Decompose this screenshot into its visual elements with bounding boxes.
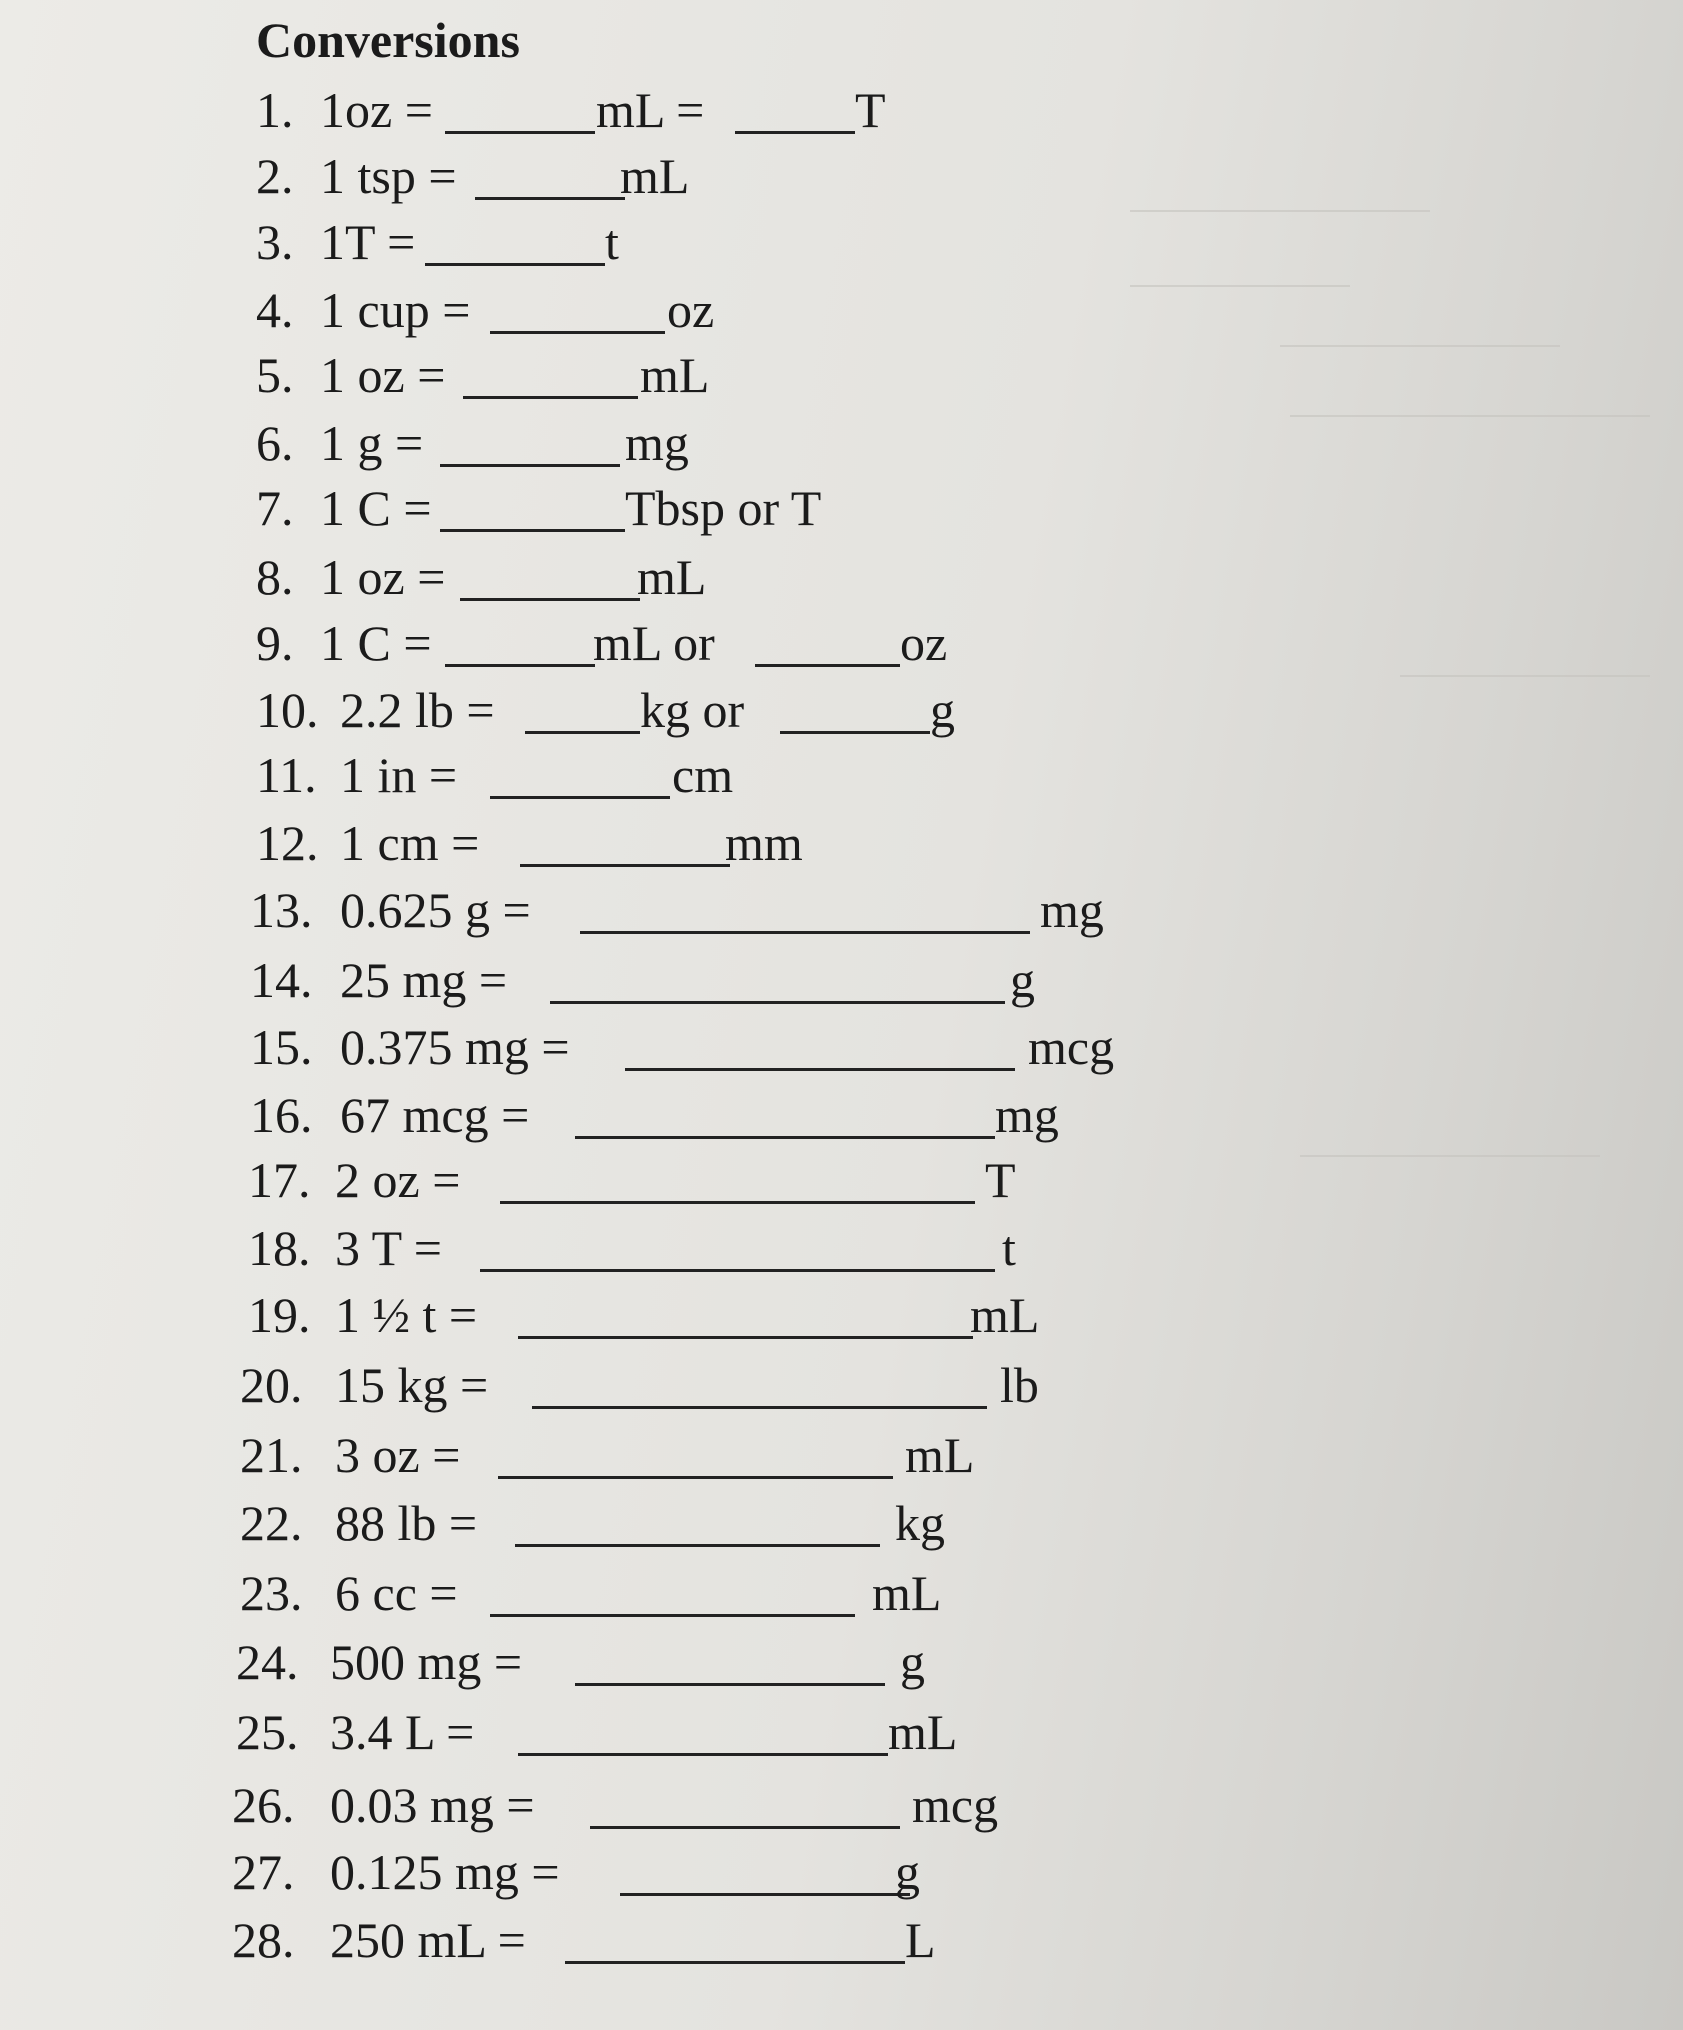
unit-label: mL [640, 347, 710, 403]
item-question: 0.03 mg = [330, 1777, 535, 1833]
unit-label: mg [995, 1087, 1059, 1143]
item-question: 67 mcg = [340, 1087, 530, 1143]
item-number: 23. [240, 1565, 303, 1621]
answer-blank[interactable] [532, 1406, 987, 1409]
item-number: 25. [236, 1704, 299, 1760]
item-number: 13. [250, 882, 313, 938]
unit-label: Tbsp or T [625, 480, 822, 536]
item-question: 3.4 L = [330, 1704, 475, 1760]
item-question: 500 mg = [330, 1634, 523, 1690]
conversion-item-25 [0, 1702, 1683, 1762]
item-question: 0.625 g = [340, 882, 531, 938]
answer-blank[interactable] [498, 1476, 893, 1479]
answer-blank[interactable] [490, 796, 670, 799]
conversion-item-13 [0, 880, 1683, 940]
unit-label: T [855, 82, 886, 138]
answer-blank[interactable] [445, 131, 595, 134]
conversion-item-5 [0, 345, 1683, 405]
answer-blank[interactable] [490, 331, 665, 334]
item-question: 250 mL = [330, 1912, 526, 1968]
unit-label: mL or [593, 615, 715, 671]
conversion-item-18 [0, 1218, 1683, 1278]
conversion-item-8 [0, 547, 1683, 607]
item-number: 8. [256, 549, 294, 605]
conversion-item-10 [0, 680, 1683, 740]
conversion-item-27 [0, 1842, 1683, 1902]
item-question: 2.2 lb = [340, 682, 495, 738]
answer-blank[interactable] [735, 131, 855, 134]
unit-label: g [1010, 952, 1035, 1008]
conversion-item-15 [0, 1017, 1683, 1077]
unit-label: mcg [1028, 1019, 1115, 1075]
unit-label: g [895, 1844, 920, 1900]
unit-label: L [905, 1912, 936, 1968]
conversion-item-24 [0, 1632, 1683, 1692]
unit-label: g [900, 1634, 925, 1690]
item-number: 27. [232, 1844, 295, 1900]
item-question: 1 C = [320, 480, 432, 536]
unit-label: mL = [596, 82, 705, 138]
item-question: 1 g = [320, 415, 424, 471]
unit-label: mL [905, 1427, 975, 1483]
unit-label: oz [900, 615, 948, 671]
conversion-item-2 [0, 146, 1683, 206]
item-question: 1 cm = [340, 815, 480, 871]
item-number: 7. [256, 480, 294, 536]
item-number: 21. [240, 1427, 303, 1483]
conversion-item-16 [0, 1085, 1683, 1145]
unit-label: g [930, 682, 955, 738]
answer-blank[interactable] [565, 1961, 905, 1964]
unit-label: lb [1000, 1357, 1039, 1413]
item-question: 1 tsp = [320, 148, 457, 204]
conversion-item-20 [0, 1355, 1683, 1415]
item-number: 28. [232, 1912, 295, 1968]
answer-blank[interactable] [440, 464, 620, 467]
unit-label: mg [1040, 882, 1104, 938]
item-question: 0.375 mg = [340, 1019, 570, 1075]
unit-label: mL [970, 1287, 1040, 1343]
conversion-item-19 [0, 1285, 1683, 1345]
item-number: 26. [232, 1777, 295, 1833]
conversion-item-14 [0, 950, 1683, 1010]
item-question: 1 oz = [320, 549, 446, 605]
conversion-item-9 [0, 613, 1683, 673]
unit-label: cm [672, 747, 734, 803]
item-number: 3. [256, 214, 294, 270]
answer-blank[interactable] [500, 1201, 975, 1204]
item-number: 4. [256, 282, 294, 338]
conversion-item-26 [0, 1775, 1683, 1835]
conversion-item-22 [0, 1493, 1683, 1553]
conversion-item-21 [0, 1425, 1683, 1485]
answer-blank[interactable] [525, 731, 640, 734]
item-number: 2. [256, 148, 294, 204]
answer-blank[interactable] [490, 1614, 855, 1617]
item-question: 1 ½ t = [335, 1287, 478, 1343]
answer-blank[interactable] [463, 396, 638, 399]
answer-blank[interactable] [580, 931, 1030, 934]
conversion-item-3 [0, 212, 1683, 272]
answer-blank[interactable] [620, 1893, 910, 1896]
item-question: 1 oz = [320, 347, 446, 403]
item-number: 20. [240, 1357, 303, 1413]
conversion-item-23 [0, 1563, 1683, 1623]
answer-blank[interactable] [460, 598, 640, 601]
item-number: 16. [250, 1087, 313, 1143]
answer-blank[interactable] [755, 664, 900, 667]
item-number: 18. [248, 1220, 311, 1276]
item-number: 12. [256, 815, 319, 871]
unit-label: mg [625, 415, 689, 471]
unit-label: mL [888, 1704, 958, 1760]
unit-label: kg or [640, 682, 745, 738]
answer-blank[interactable] [425, 263, 605, 266]
answer-blank[interactable] [445, 664, 595, 667]
unit-label: mL [620, 148, 690, 204]
item-number: 19. [248, 1287, 311, 1343]
unit-label: kg [895, 1495, 945, 1551]
answer-blank[interactable] [575, 1136, 995, 1139]
item-number: 10. [256, 682, 319, 738]
item-number: 11. [256, 747, 317, 803]
unit-label: t [1002, 1220, 1016, 1276]
conversion-item-12 [0, 813, 1683, 873]
conversion-item-17 [0, 1150, 1683, 1210]
worksheet-title: Conversions [256, 12, 520, 68]
item-question: 2 oz = [335, 1152, 461, 1208]
item-question: 0.125 mg = [330, 1844, 560, 1900]
unit-label: mL [872, 1565, 942, 1621]
unit-label: mm [725, 815, 803, 871]
item-number: 24. [236, 1634, 299, 1690]
unit-label: T [985, 1152, 1016, 1208]
item-number: 14. [250, 952, 313, 1008]
answer-blank[interactable] [518, 1336, 973, 1339]
item-question: 6 cc = [335, 1565, 458, 1621]
item-question: 3 T = [335, 1220, 442, 1276]
answer-blank[interactable] [475, 197, 625, 200]
item-number: 15. [250, 1019, 313, 1075]
conversion-item-28 [0, 1910, 1683, 1970]
item-question: 88 lb = [335, 1495, 478, 1551]
answer-blank[interactable] [480, 1269, 995, 1272]
answer-blank[interactable] [518, 1753, 888, 1756]
conversion-item-4 [0, 280, 1683, 340]
unit-label: t [605, 214, 619, 270]
answer-blank[interactable] [550, 1001, 1005, 1004]
item-question: 1 cup = [320, 282, 471, 338]
answer-blank[interactable] [440, 529, 625, 532]
unit-label: mL [637, 549, 707, 605]
item-question: 1 C = [320, 615, 432, 671]
item-number: 5. [256, 347, 294, 403]
answer-blank[interactable] [625, 1068, 1015, 1071]
item-question: 1T = [320, 214, 416, 270]
unit-label: oz [667, 282, 715, 338]
item-number: 22. [240, 1495, 303, 1551]
answer-blank[interactable] [515, 1544, 880, 1547]
item-number: 9. [256, 615, 294, 671]
conversion-item-6 [0, 413, 1683, 473]
item-question: 1 in = [340, 747, 458, 803]
conversion-item-11 [0, 745, 1683, 805]
conversion-item-1 [0, 80, 1683, 140]
item-number: 1. [256, 82, 294, 138]
answer-blank[interactable] [575, 1683, 885, 1686]
item-question: 25 mg = [340, 952, 508, 1008]
item-question: 3 oz = [335, 1427, 461, 1483]
item-question: 15 kg = [335, 1357, 489, 1413]
item-question: 1oz = [320, 82, 433, 138]
answer-blank[interactable] [780, 731, 930, 734]
conversion-item-7 [0, 478, 1683, 538]
item-number: 17. [248, 1152, 311, 1208]
answer-blank[interactable] [520, 864, 730, 867]
item-number: 6. [256, 415, 294, 471]
unit-label: mcg [912, 1777, 999, 1833]
answer-blank[interactable] [590, 1826, 900, 1829]
